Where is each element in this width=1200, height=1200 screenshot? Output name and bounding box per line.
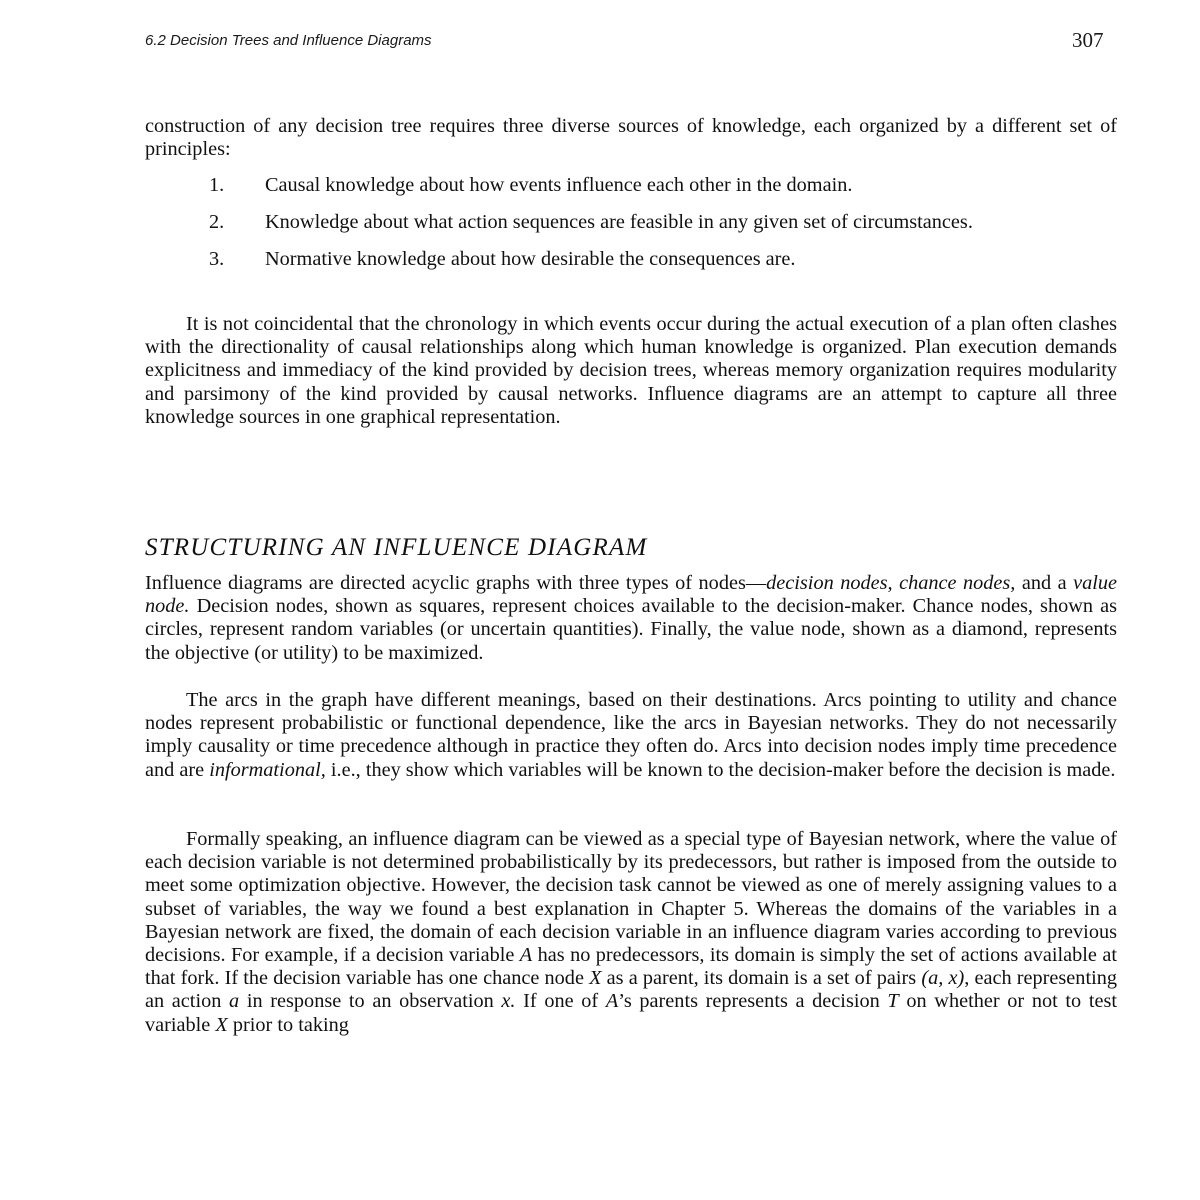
running-head: 6.2 Decision Trees and Influence Diagrams bbox=[145, 32, 432, 49]
paragraph-formally: Formally speaking, an influence diagram can be viewed as a special type of Bayesian network, where the value of each decision variable is not determined probabilistically by its predecessors, but rather is imposed from the outside to meet some optimization objective. However, the decision task cannot be viewed as one of merely assigning values to a subset of variables, the way we found a best explanation in Chapter 5. Whereas the domains of the variables in a Bayesian network are fixed, the domain of each decision variable in an influence diagram varies according to previous decisions. For example, if a decision variable A has no predecessors, its domain is simply the set of actions available at that fork. If the decision variable has one chance node X as a parent, its domain is a set of pairs (a, x), each representing an action a in response to an observation x. If one of A’s parents represents a decision T on whether or not to test variable X prior to taking bbox=[145, 828, 1118, 1036]
list-item bbox=[145, 174, 1117, 197]
paragraph-influence-definition: Influence diagrams are directed acyclic graphs with three types of nodes—decision nodes, chance nodes, and a value node. Decision nodes, shown as squares, represent choices available to the decision-maker. Chance nodes, shown as circles, represent random variables (or uncertain quantities). Finally, the value node, shown as a diamond, represents the objective (or utility) to be maximized. bbox=[145, 572, 1118, 664]
section-heading: STRUCTURING AN INFLUENCE DIAGRAM bbox=[145, 534, 648, 561]
page-number: 307 bbox=[1072, 28, 1104, 52]
list-item-text: Normative knowledge about how desirable the consequences are. bbox=[265, 248, 796, 271]
list-item-number: 2. bbox=[209, 211, 225, 234]
knowledge-sources-list bbox=[145, 174, 1117, 286]
list-item-text: Knowledge about what action sequences are feasible in any given set of circumstances. bbox=[265, 211, 973, 234]
list-item-number: 1. bbox=[209, 174, 225, 196]
paragraph-chronology: It is not coincidental that the chronology in which events occur during the actual execution of a plan often clashes with the directionality of causal relationships along which human knowledge is organized. Plan execution demands explicitness and immediacy of the kind provided by decision trees, whereas memory organization requires modularity and parsimony of the kind provided by causal networks. Influence diagrams are an attempt to capture all three knowledge sources in one graphical representation. bbox=[145, 313, 1117, 428]
list-item bbox=[145, 211, 1117, 234]
list-item bbox=[145, 248, 1117, 271]
list-item-number: 3. bbox=[209, 248, 225, 271]
paragraph-arcs: The arcs in the graph have different meanings, based on their destinations. Arcs pointing to utility and chance nodes represent probabilistic or functional dependence, like the arcs in Bayesian networks. They do not necessarily imply causality or time precedence although in practice they often do. Arcs into decision nodes imply time precedence and are informational, i.e., they show which variables will be known to the decision-maker before the decision is made. bbox=[145, 689, 1117, 781]
list-item-text: Causal knowledge about how events influence each other in the domain. bbox=[265, 174, 853, 196]
intro-paragraph: construction of any decision tree requires three diverse sources of knowledge, each organized by a different set of principles: bbox=[145, 115, 1117, 161]
